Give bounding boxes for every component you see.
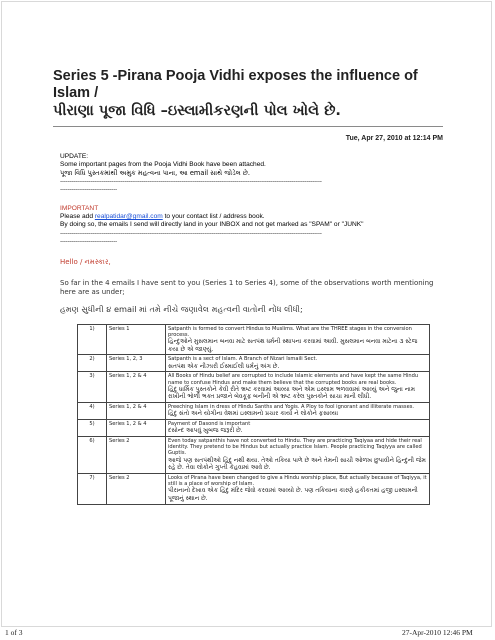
row-series: Series 2 (107, 473, 166, 504)
observation-gu: આજે પણ સતપંથીઓ હિંદુ નથી થયા. તેઓ તકિયા પાળે છે અને તેમની સાચી ઓળખ છુપાવીને હિન્દુની જેમ રહે છે. તેવા લોકોને ગુપ્તી કેહવામાં આવે છે. (168, 456, 426, 472)
observation-en: Payment of Dasond is important (168, 420, 251, 427)
email-date: Tue, Apr 27, 2010 at 12:14 PM (345, 135, 443, 142)
observation-gu: હિંદુ સંતો અને યોગીના વેશમાં ઇસ્લામનો પ્રચાર કાર્યો ને લોકોને ફસાવ્યા (168, 410, 339, 418)
row-number: 6) (78, 436, 107, 473)
observations-table (77, 324, 430, 505)
observation-en: Satpanth is a sect of Islam. A Branch of Nizari Ismaili Sect. (168, 356, 318, 363)
page-number: 1 of 3 (5, 628, 23, 637)
dash-divider: ------------------------------------------------------------------------------------------------------------------------------------------ (60, 177, 322, 185)
observation-en: Preeching Islam in dress of Hindu Sanths and Yogis. A Ploy to fool ignorant and illiterate masses. (168, 403, 414, 410)
row-series: Series 2 (107, 436, 166, 473)
important-line-2: By doing so, the emails I send will directly land in your INBOX and not get marked as "SPAM" or "JUNK" (60, 221, 364, 229)
table-row (78, 473, 430, 504)
row-observation (166, 355, 430, 372)
update-line-en: Some important pages from the Pooja Vidhi Book have been attached. (60, 161, 266, 169)
dash-divider-short: ------------------------------ (60, 185, 117, 193)
table-row (78, 355, 430, 372)
update-label: UPDATE: (60, 153, 89, 160)
print-timestamp: 27-Apr-2010 12:46 PM (402, 628, 473, 637)
row-number: 1) (78, 324, 107, 355)
table-row (78, 402, 430, 419)
email-link[interactable]: realpatidar@gmail.com (94, 213, 163, 221)
row-observation (166, 324, 430, 355)
observation-en: All Books of Hindu belief are corrupted to include Islamic elements and have kept the same Hindu name to confuse Hindus and make them believe that the corrupted books are real books. (168, 373, 419, 386)
important-section (60, 205, 443, 246)
observation-gu: દસોન્દ આપવું ખુબજ જરૂરી છે. (168, 427, 243, 435)
row-series: Series 1, 2 & 4 (107, 402, 166, 419)
important-line-1-post: to your contact list / address book. (162, 213, 265, 221)
table-row (78, 372, 430, 403)
important-line-1 (60, 213, 443, 221)
observation-gu: સતપંથ એક નીઝારી ઈસ્માઈલી ધર્મનું અંગ છે. (168, 362, 280, 370)
table-row (78, 419, 430, 436)
header-divider (53, 126, 443, 127)
greeting: Hello / નમસ્કાર, (60, 258, 111, 267)
row-number: 4) (78, 402, 107, 419)
update-line-gu: પૂજા વિધિ પુસ્તકમાંથી અમુક મહત્વના પાના, આ email સાથે જોડેલ છે. (60, 169, 251, 178)
row-number: 2) (78, 355, 107, 372)
row-observation (166, 419, 430, 436)
row-number: 3) (78, 372, 107, 403)
observation-en: Even today satpanthis have not converted to Hindu. They are practicing Taqiyaa and hide their real identity. They pretend to be Hindus but actually practice Islam. People practicing Taqiyya are called Guptis. (168, 437, 422, 457)
row-observation (166, 372, 430, 403)
observation-gu: હિન્દુઓને મુસલમાન બનવા માટે સતપંથ ધર્મની સ્થાપના કરવામાં આવી. મુસલમાન બનવા માટેના ૩ સ્ટેજ કયા છે એ જાણ્યું. (168, 338, 418, 353)
row-observation (166, 473, 430, 504)
row-series: Series 1, 2 & 4 (107, 372, 166, 403)
row-series: Series 1 (107, 324, 166, 355)
observation-en: Satpanth is formed to convert Hindus to Muslims. What are the THREE stages in the conversion process. (168, 325, 412, 338)
table-row (78, 436, 430, 473)
row-observation (166, 436, 430, 473)
row-series: Series 1, 2 & 4 (107, 419, 166, 436)
observation-gu: હિંદુ ધાર્મિક પુસ્તકોને કેવી રીતે ભ્રષ્ટ કરવામાં આવ્યા અને એમ ઇસ્લામ ભળવવામાં આવ્યું અને જુના નામ રાખીની ભોળી ભક્ત પ્રજાને બેવકૂફ બનીની એ ભ્રષ્ટ કરેલ પુસ્તકોને સાચા માની લીધી. (168, 385, 415, 401)
table-row (78, 324, 430, 355)
important-label: IMPORTANT (60, 205, 99, 213)
email-content (53, 68, 443, 505)
email-subject-gu: પીરાણા પૂજા વિધિ –ઇસ્લામીકરણની પોલ ખોલે છે. (53, 103, 341, 119)
observations-table-body (78, 324, 430, 504)
intro-paragraph: So far in the 4 emails I have sent to you (Series 1 to Series 4), some of the observations worth mentioning here are as under; (60, 278, 434, 297)
row-number: 5) (78, 419, 107, 436)
dash-divider-short: ------------------------------ (60, 237, 117, 245)
observations-heading-gu: હમણ સુધીની ૪ email માં તમે નીચે જણાવેલ મહત્વની વાતોની નોંધ લીધી; (60, 303, 303, 314)
email-subject-en: Series 5 -Pirana Pooja Vidhi exposes the influence of Islam / (53, 68, 418, 101)
update-section (60, 153, 443, 194)
row-number: 7) (78, 473, 107, 504)
important-line-1-pre: Please add (60, 213, 95, 221)
row-series: Series 1, 2, 3 (107, 355, 166, 372)
row-observation (166, 402, 430, 419)
observation-gu: પીરાનાનો દેખાવ એક હિંદુ મંદિર જેવો કરવામાં આવ્યો છે. પણ તકિયાના કારણે હકીકતમાં હજી ઇસ્લામની પૂજાનું સ્થાન છે. (168, 487, 418, 503)
dash-divider: ------------------------------------------------------------------------------------------------------------------------------------------ (60, 229, 322, 237)
observation-en: Looks of Pirana have been changed to give a Hindu worship place, But actually because of Taqiyya, it still is a place of worship of Islam. (168, 474, 427, 488)
